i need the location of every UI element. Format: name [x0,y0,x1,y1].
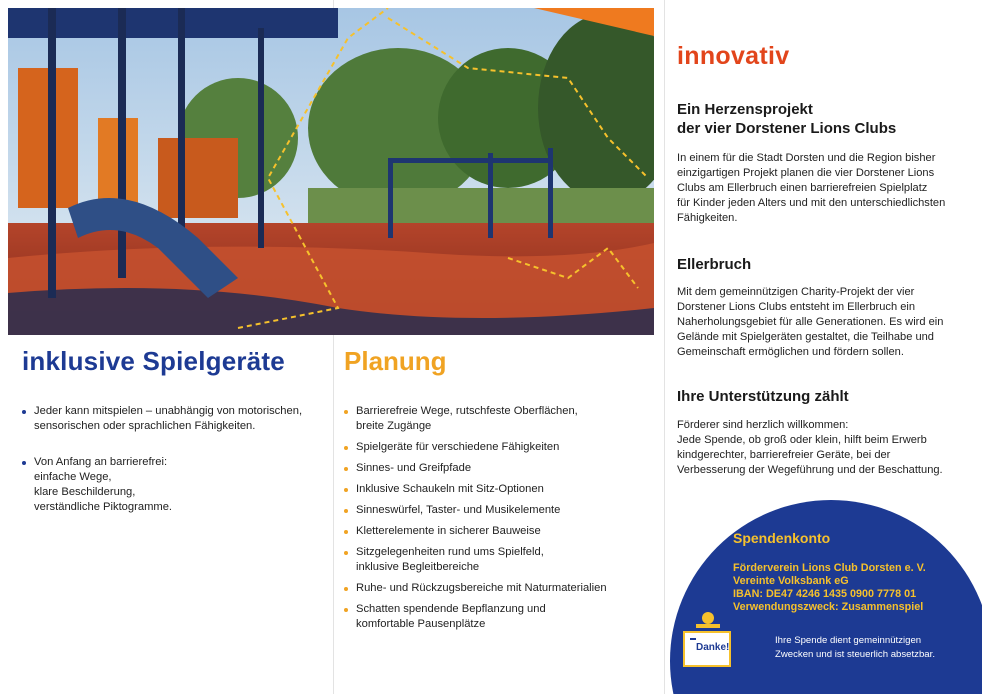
heading-ellerbruch: Ellerbruch [677,256,752,273]
list-item-line: Kletterelemente in sicherer Bauweise [356,525,541,537]
list-item [344,602,644,632]
list-item [344,482,644,497]
list-item-line: verständliche Piktogramme. [34,501,173,513]
text-line: Jede Spende, ob groß oder klein, hilft beim Erwerb [677,434,927,446]
list-item [344,404,644,434]
text-line: für Kinder jeden Alters und mit den unterschiedlichsten [677,197,946,209]
list-item [344,524,644,539]
list-item [344,581,644,596]
heading-line: der vier Dorstener Lions Clubs [677,120,897,137]
list-item-line: einfache Wege, [34,471,112,483]
list-item-line: Spielgeräte für verschiedene Fähigkeiten [356,441,560,453]
paragraph-ellerbruch [677,285,969,360]
text-line: Verbesserung der Wegeführung und der Beschattung. [677,464,943,476]
list-item [22,455,322,515]
text-line: kindgerechter, barrierefreier Geräte, bei der [677,449,891,461]
text-line: Dorstener Lions Clubs entsteht im Ellerbruch ein [677,301,916,313]
list-item-line: klare Beschilderung, [34,486,136,498]
heading-line: Ein Herzensprojekt [677,101,813,118]
list-item [344,545,644,575]
list-item [344,503,644,518]
list-item-line: Ruhe- und Rückzugsbereiche mit Naturmaterialien [356,582,607,594]
text-line: Gemeinschaft ermöglichen und fördern sollen. [677,346,904,358]
heading-unterstuetzung: Ihre Unterstützung zählt [677,388,849,405]
list-item [344,440,644,455]
text-line: Gelände mit Spielgeräten gestaltet, die Teilhabe und [677,331,934,343]
heading-planung: Planung [344,346,447,376]
paragraph-unterstuetzung [677,418,969,478]
bank-details [733,562,926,614]
list-planning [344,404,644,638]
list-item-line: Sitzgelegenheiten rund ums Spielfeld, [356,546,544,558]
list-item-line: Sinnes- und Greifpfade [356,462,472,474]
reference-line: Verwendungszweck: Zusammenspiel [733,601,924,613]
text-line: Förderer sind herzlich willkommen: [677,419,849,431]
list-item-line: komfortable Pausenplätze [356,618,486,630]
paragraph-herzensprojekt [677,151,969,226]
heading-innovativ: innovativ [677,42,790,70]
note-line: Zwecken und ist steuerlich absetzbar. [775,649,935,660]
danke-label: Danke! [696,642,730,653]
text-line: einzigartigen Projekt planen die vier Dorstener Lions [677,167,935,179]
heading-herzensprojekt [677,100,896,138]
playground-photo [8,8,654,335]
list-item-line: Jeder kann mitspielen – unabhängig von motorischen, [34,405,303,417]
list-item-line: Schatten spendende Bepflanzung und [356,603,546,615]
list-item [344,461,644,476]
text-line: In einem für die Stadt Dorsten und die Region bisher [677,152,936,164]
list-item-line: breite Zugänge [356,420,432,432]
donation-panel [662,500,982,694]
text-line: Mit dem gemeinnützigen Charity-Projekt der vier [677,286,915,298]
note-line: Ihre Spende dient gemeinnützigen [775,635,922,646]
donation-box-icon [678,610,736,668]
tax-note [775,634,965,662]
heading-inklusive-spielgeraete: inklusive Spielgeräte [22,346,285,376]
text-line: Clubs am Ellerbruch einen barrierefreien Spielplatz [677,182,928,194]
iban-line: IBAN: DE47 4246 1435 0900 7778 01 [733,588,917,600]
list-item [22,404,322,434]
bank-detail-line: Förderverein Lions Club Dorsten e. V. [733,562,926,574]
list-item-line: Sinneswürfel, Taster- und Musikelemente [356,504,561,516]
text-line: Naherholungsgebiet für alle Generationen. Es wird ein [677,316,944,328]
list-item-line: Von Anfang an barrierefrei: [34,456,168,468]
list-item-line: Barrierefreie Wege, rutschfeste Oberflächen, [356,405,578,417]
text-line: Fähigkeiten. [677,212,738,224]
list-item-line: sensorischen oder sprachlichen Fähigkeiten. [34,420,256,432]
donation-title: Spendenkonto [733,530,831,546]
bank-detail-line: Vereinte Volksbank eG [733,575,849,587]
list-item-line: Inklusive Schaukeln mit Sitz-Optionen [356,483,544,495]
list-inclusive-features [22,404,322,536]
list-item-line: inklusive Begleitbereiche [356,561,480,573]
